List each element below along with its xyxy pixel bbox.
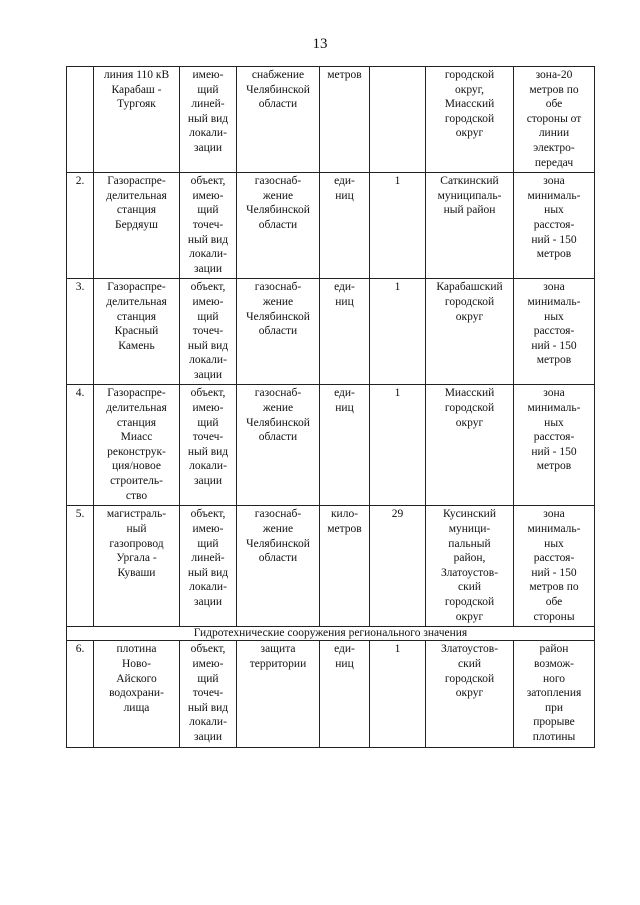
- table-row-continuation: [67, 67, 595, 173]
- cell-name: Газораспре- делительная станция Бердяуш: [94, 173, 180, 279]
- cell-purpose: газоснаб- жение Челябинской области: [237, 506, 320, 627]
- cell-location: Карабашский городской округ: [426, 279, 514, 385]
- cell-quantity: 1: [370, 279, 426, 385]
- table-row: [67, 279, 595, 385]
- cell-quantity: 29: [370, 506, 426, 627]
- objects-table: [66, 66, 595, 748]
- cell-quantity: 1: [370, 641, 426, 748]
- cell-name: Газораспре- делительная станция Миасс реконструк- ция/новое строитель- ство: [94, 385, 180, 506]
- page-number: 13: [312, 36, 328, 52]
- cell-name: линия 110 кВ Карабаш - Тургояк: [94, 67, 180, 173]
- cell-zone: зона минималь- ных расстоя- ний - 150 метров: [514, 279, 595, 385]
- cell-number: 6.: [67, 641, 94, 748]
- cell-name: магистраль- ный газопровод Ургала - Куваши: [94, 506, 180, 627]
- table-row: [67, 385, 595, 506]
- cell-purpose: газоснаб- жение Челябинской области: [237, 279, 320, 385]
- table-row: [67, 173, 595, 279]
- cell-unit: метров: [320, 67, 370, 173]
- cell-unit: еди- ниц: [320, 279, 370, 385]
- cell-zone: зона минималь- ных расстоя- ний - 150 метров: [514, 173, 595, 279]
- cell-purpose: снабжение Челябинской области: [237, 67, 320, 173]
- cell-zone: зона минималь- ных расстоя- ний - 150 метров по обе стороны: [514, 506, 595, 627]
- cell-quantity: 1: [370, 385, 426, 506]
- cell-type: имею- щий линей- ный вид локали- зации: [180, 67, 237, 173]
- section-heading-row: [67, 627, 595, 641]
- cell-number: 2.: [67, 173, 94, 279]
- cell-location: Златоустов- ский городской округ: [426, 641, 514, 748]
- cell-number: 4.: [67, 385, 94, 506]
- cell-zone: район возмож- ного затопления при прорыве плотины: [514, 641, 595, 748]
- cell-location: Саткинский муниципаль- ный район: [426, 173, 514, 279]
- cell-unit: еди- ниц: [320, 173, 370, 279]
- cell-unit: кило- метров: [320, 506, 370, 627]
- cell-zone: зона-20 метров по обе стороны от линии электро- передач: [514, 67, 595, 173]
- section-heading: Гидротехнические сооружения регионального значения: [67, 627, 595, 641]
- cell-quantity: 1: [370, 173, 426, 279]
- table-row: [67, 506, 595, 627]
- cell-purpose: газоснаб- жение Челябинской области: [237, 385, 320, 506]
- cell-purpose: газоснаб- жение Челябинской области: [237, 173, 320, 279]
- cell-unit: еди- ниц: [320, 641, 370, 748]
- cell-location: Кусинский муници- пальный район, Златоустов- ский городской округ: [426, 506, 514, 627]
- cell-number: 3.: [67, 279, 94, 385]
- cell-location: городской округ, Миасский городской округ: [426, 67, 514, 173]
- cell-quantity: [370, 67, 426, 173]
- table-row: [67, 641, 595, 748]
- cell-purpose: защита территории: [237, 641, 320, 748]
- cell-type: объект, имею- щий точеч- ный вид локали- зации: [180, 385, 237, 506]
- cell-unit: еди- ниц: [320, 385, 370, 506]
- cell-type: объект, имею- щий точеч- ный вид локали- зации: [180, 279, 237, 385]
- cell-type: объект, имею- щий точеч- ный вид локали- зации: [180, 641, 237, 748]
- cell-zone: зона минималь- ных расстоя- ний - 150 метров: [514, 385, 595, 506]
- cell-location: Миасский городской округ: [426, 385, 514, 506]
- cell-number: [67, 67, 94, 173]
- cell-name: Газораспре- делительная станция Красный Камень: [94, 279, 180, 385]
- cell-type: объект, имею- щий линей- ный вид локали- зации: [180, 506, 237, 627]
- cell-type: объект, имею- щий точеч- ный вид локали- зации: [180, 173, 237, 279]
- cell-number: 5.: [67, 506, 94, 627]
- cell-name: плотина Ново- Айского водохрани- лища: [94, 641, 180, 748]
